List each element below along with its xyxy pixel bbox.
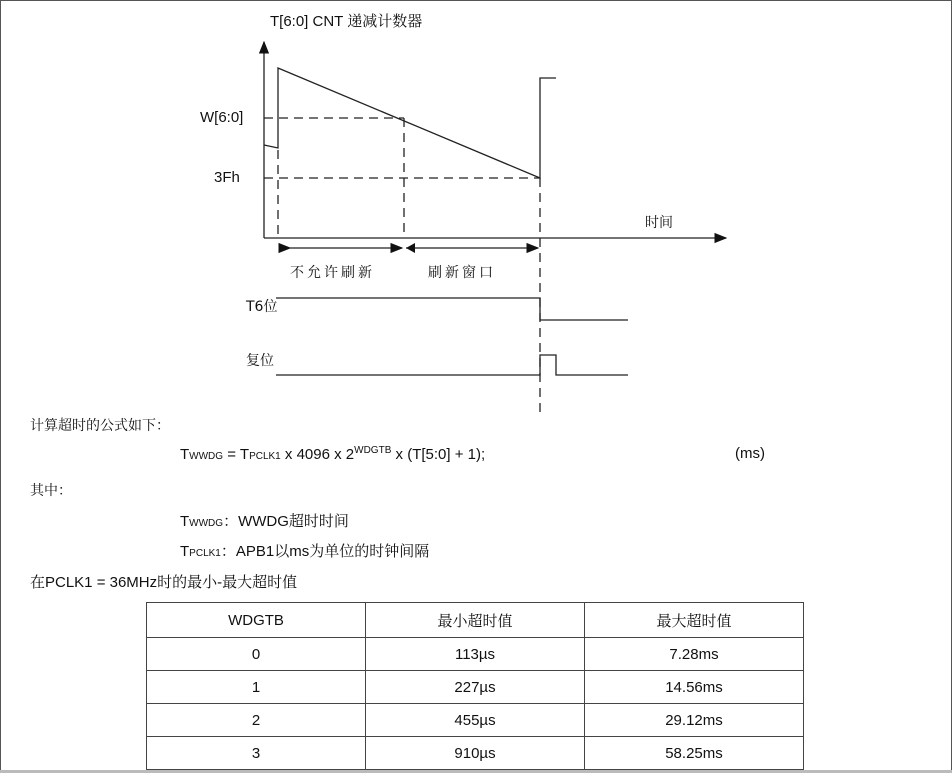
formula-intro: 计算超时的公式如下： (30, 418, 170, 434)
formula-t-sub: WWDG (189, 451, 224, 462)
timeout-table (146, 602, 804, 770)
refresh-window-label: 刷新窗口 (428, 265, 496, 281)
where-label: 其中： (30, 483, 72, 499)
definition-twwdg (180, 510, 349, 531)
3fh-level-label: 3Fh (214, 169, 240, 186)
cell-wdgtb: 3 (147, 737, 366, 770)
def1-sym: T (180, 513, 190, 530)
table-row (147, 671, 804, 704)
def2-desc: ：APB1以ms为单位的时钟间隔 (220, 543, 430, 560)
y-axis-title: T[6:0] CNT 递减计数器 (270, 13, 423, 30)
table-row (147, 737, 804, 770)
reset-label: 复位 (246, 353, 274, 369)
def2-sub: PCLK1 (189, 548, 221, 559)
def1-sub: WWDG (189, 518, 224, 529)
cell-min: 227µs (366, 671, 585, 704)
table-header-row (147, 603, 804, 638)
table-row (147, 638, 804, 671)
cell-max: 29.12ms (585, 704, 804, 737)
no-refresh-label: 不允许刷新 (290, 265, 375, 281)
cell-max: 58.25ms (585, 737, 804, 770)
counter-curve (264, 68, 556, 178)
cell-wdgtb: 2 (147, 704, 366, 737)
formula-tp-sub: PCLK1 (249, 451, 281, 462)
header-min-timeout: 最小超时值 (366, 603, 585, 638)
cell-min: 455µs (366, 704, 585, 737)
w-level-label: W[6:0] (200, 109, 244, 126)
cell-max: 14.56ms (585, 671, 804, 704)
formula-eq: = (223, 446, 240, 463)
formula-unit: (ms) (735, 445, 765, 462)
cell-min: 910µs (366, 737, 585, 770)
definition-tpclk1 (180, 540, 429, 561)
reset-waveform (276, 355, 628, 375)
x-axis-title: 时间 (645, 215, 673, 231)
timeout-formula (180, 445, 485, 463)
t6-bit-label: T6位 (246, 299, 278, 315)
def2-sym: T (180, 543, 190, 560)
formula-tp: T (239, 446, 250, 463)
cell-min: 113µs (366, 638, 585, 671)
cell-wdgtb: 0 (147, 638, 366, 671)
formula-tail: x (T[5:0] + 1); (391, 446, 486, 463)
formula-exponent: WDGTB (354, 445, 392, 456)
table-row (147, 704, 804, 737)
header-max-timeout: 最大超时值 (585, 603, 804, 638)
def1-desc: ：WWDG超时时间 (223, 513, 349, 530)
table-caption: 在PCLK1 = 36MHz时的最小-最大超时值 (30, 574, 298, 591)
cell-wdgtb: 1 (147, 671, 366, 704)
formula-mid: x 4096 x 2 (280, 446, 355, 463)
cell-max: 7.28ms (585, 638, 804, 671)
header-wdgtb: WDGTB (147, 603, 366, 638)
t6-bit-waveform (276, 298, 628, 320)
formula-t: T (180, 446, 190, 463)
